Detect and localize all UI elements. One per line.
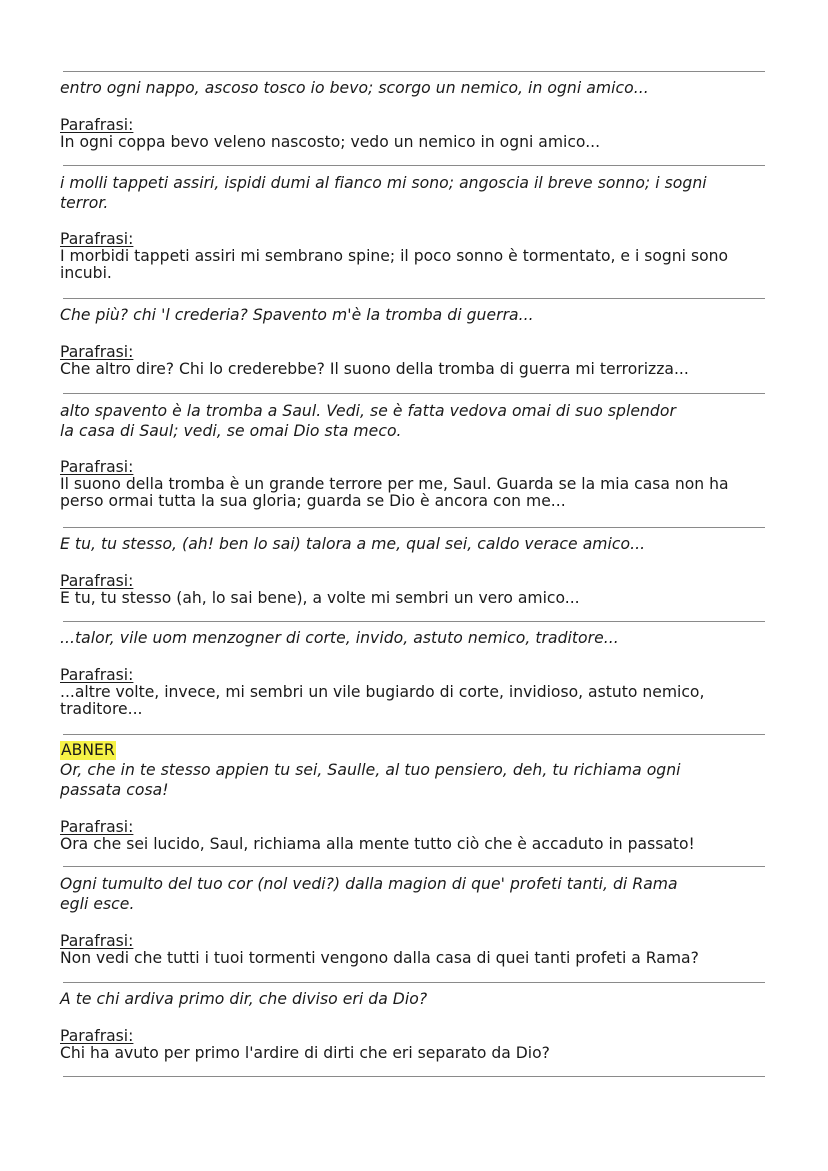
paraphrase-label: Parafrasi: [60, 230, 134, 248]
divider [63, 71, 765, 72]
divider [63, 527, 765, 528]
paraphrase-label: Parafrasi: [60, 343, 134, 361]
paraphrase-text: Che altro dire? Chi lo crederebbe? Il suono della tromba di guerra mi terrorizza... [60, 360, 689, 378]
section-3 [60, 305, 772, 378]
section-5 [60, 534, 772, 607]
verse-text: entro ogni nappo, ascoso tosco io bevo; scorgo un nemico, in ogni amico... [60, 79, 649, 97]
paraphrase-text: Ora che sei lucido, Saul, richiama alla mente tutto ciò che è accaduto in passato! [60, 835, 695, 853]
section-7 [60, 740, 772, 853]
verse-text: A te chi ardiva primo dir, che diviso eri da Dio? [60, 990, 428, 1008]
paraphrase-label: Parafrasi: [60, 458, 134, 476]
section-4 [60, 401, 772, 510]
paraphrase-label: Parafrasi: [60, 666, 134, 684]
verse-text: E tu, tu stesso, (ah! ben lo sai) talora a me, qual sei, caldo verace amico... [60, 535, 646, 553]
section-9 [60, 989, 772, 1062]
paraphrase-label: Parafrasi: [60, 932, 134, 950]
paraphrase-text: Chi ha avuto per primo l'ardire di dirti che eri separato da Dio? [60, 1044, 550, 1062]
verse-text: Ogni tumulto del tuo cor (nol vedi?) dalla magion di que' profeti tanti, di Rama egli esce. [60, 875, 678, 913]
divider [63, 165, 765, 166]
paraphrase-text: In ogni coppa bevo veleno nascosto; vedo un nemico in ogni amico... [60, 133, 601, 151]
divider [63, 621, 765, 622]
paraphrase-label: Parafrasi: [60, 572, 134, 590]
section-2 [60, 173, 772, 282]
section-6 [60, 628, 772, 718]
verse-text: alto spavento è la tromba a Saul. Vedi, se è fatta vedova omai di suo splendor la casa di Saul; vedi, se omai Dio sta meco. [60, 402, 676, 440]
divider [63, 1076, 765, 1077]
section-8 [60, 874, 772, 967]
paraphrase-label: Parafrasi: [60, 818, 134, 836]
divider [63, 734, 765, 735]
section-1 [60, 78, 772, 151]
speaker-name: ABNER [61, 741, 115, 759]
paraphrase-label: Parafrasi: [60, 1027, 134, 1045]
paraphrase-text: I morbidi tappeti assiri mi sembrano spine; il poco sonno è tormentato, e i sogni sono incubi. [60, 247, 729, 282]
paraphrase-text: Non vedi che tutti i tuoi tormenti vengono dalla casa di quei tanti profeti a Rama? [60, 949, 699, 967]
paraphrase-text: Il suono della tromba è un grande terrore per me, Saul. Guarda se la mia casa non ha perso ormai tutta la sua gloria; guarda se Dio è ancora con me... [60, 475, 729, 510]
verse-text: Or, che in te stesso appien tu sei, Saulle, al tuo pensiero, deh, tu richiama ogni passata cosa! [60, 761, 681, 799]
verse-text: i molli tappeti assiri, ispidi dumi al fianco mi sono; angoscia il breve sonno; i sogni terror. [60, 174, 707, 212]
paraphrase-text: E tu, tu stesso (ah, lo sai bene), a volte mi sembri un vero amico... [60, 589, 580, 607]
divider [63, 982, 765, 983]
divider [63, 298, 765, 299]
divider [63, 866, 765, 867]
verse-text: Che più? chi 'l crederia? Spavento m'è la tromba di guerra... [60, 306, 534, 324]
divider [63, 393, 765, 394]
paraphrase-text: ...altre volte, invece, mi sembri un vile bugiardo di corte, invidioso, astuto nemico, traditore... [60, 683, 705, 718]
verse-text: ...talor, vile uom menzogner di corte, invido, astuto nemico, traditore... [60, 629, 619, 647]
paraphrase-label: Parafrasi: [60, 116, 134, 134]
